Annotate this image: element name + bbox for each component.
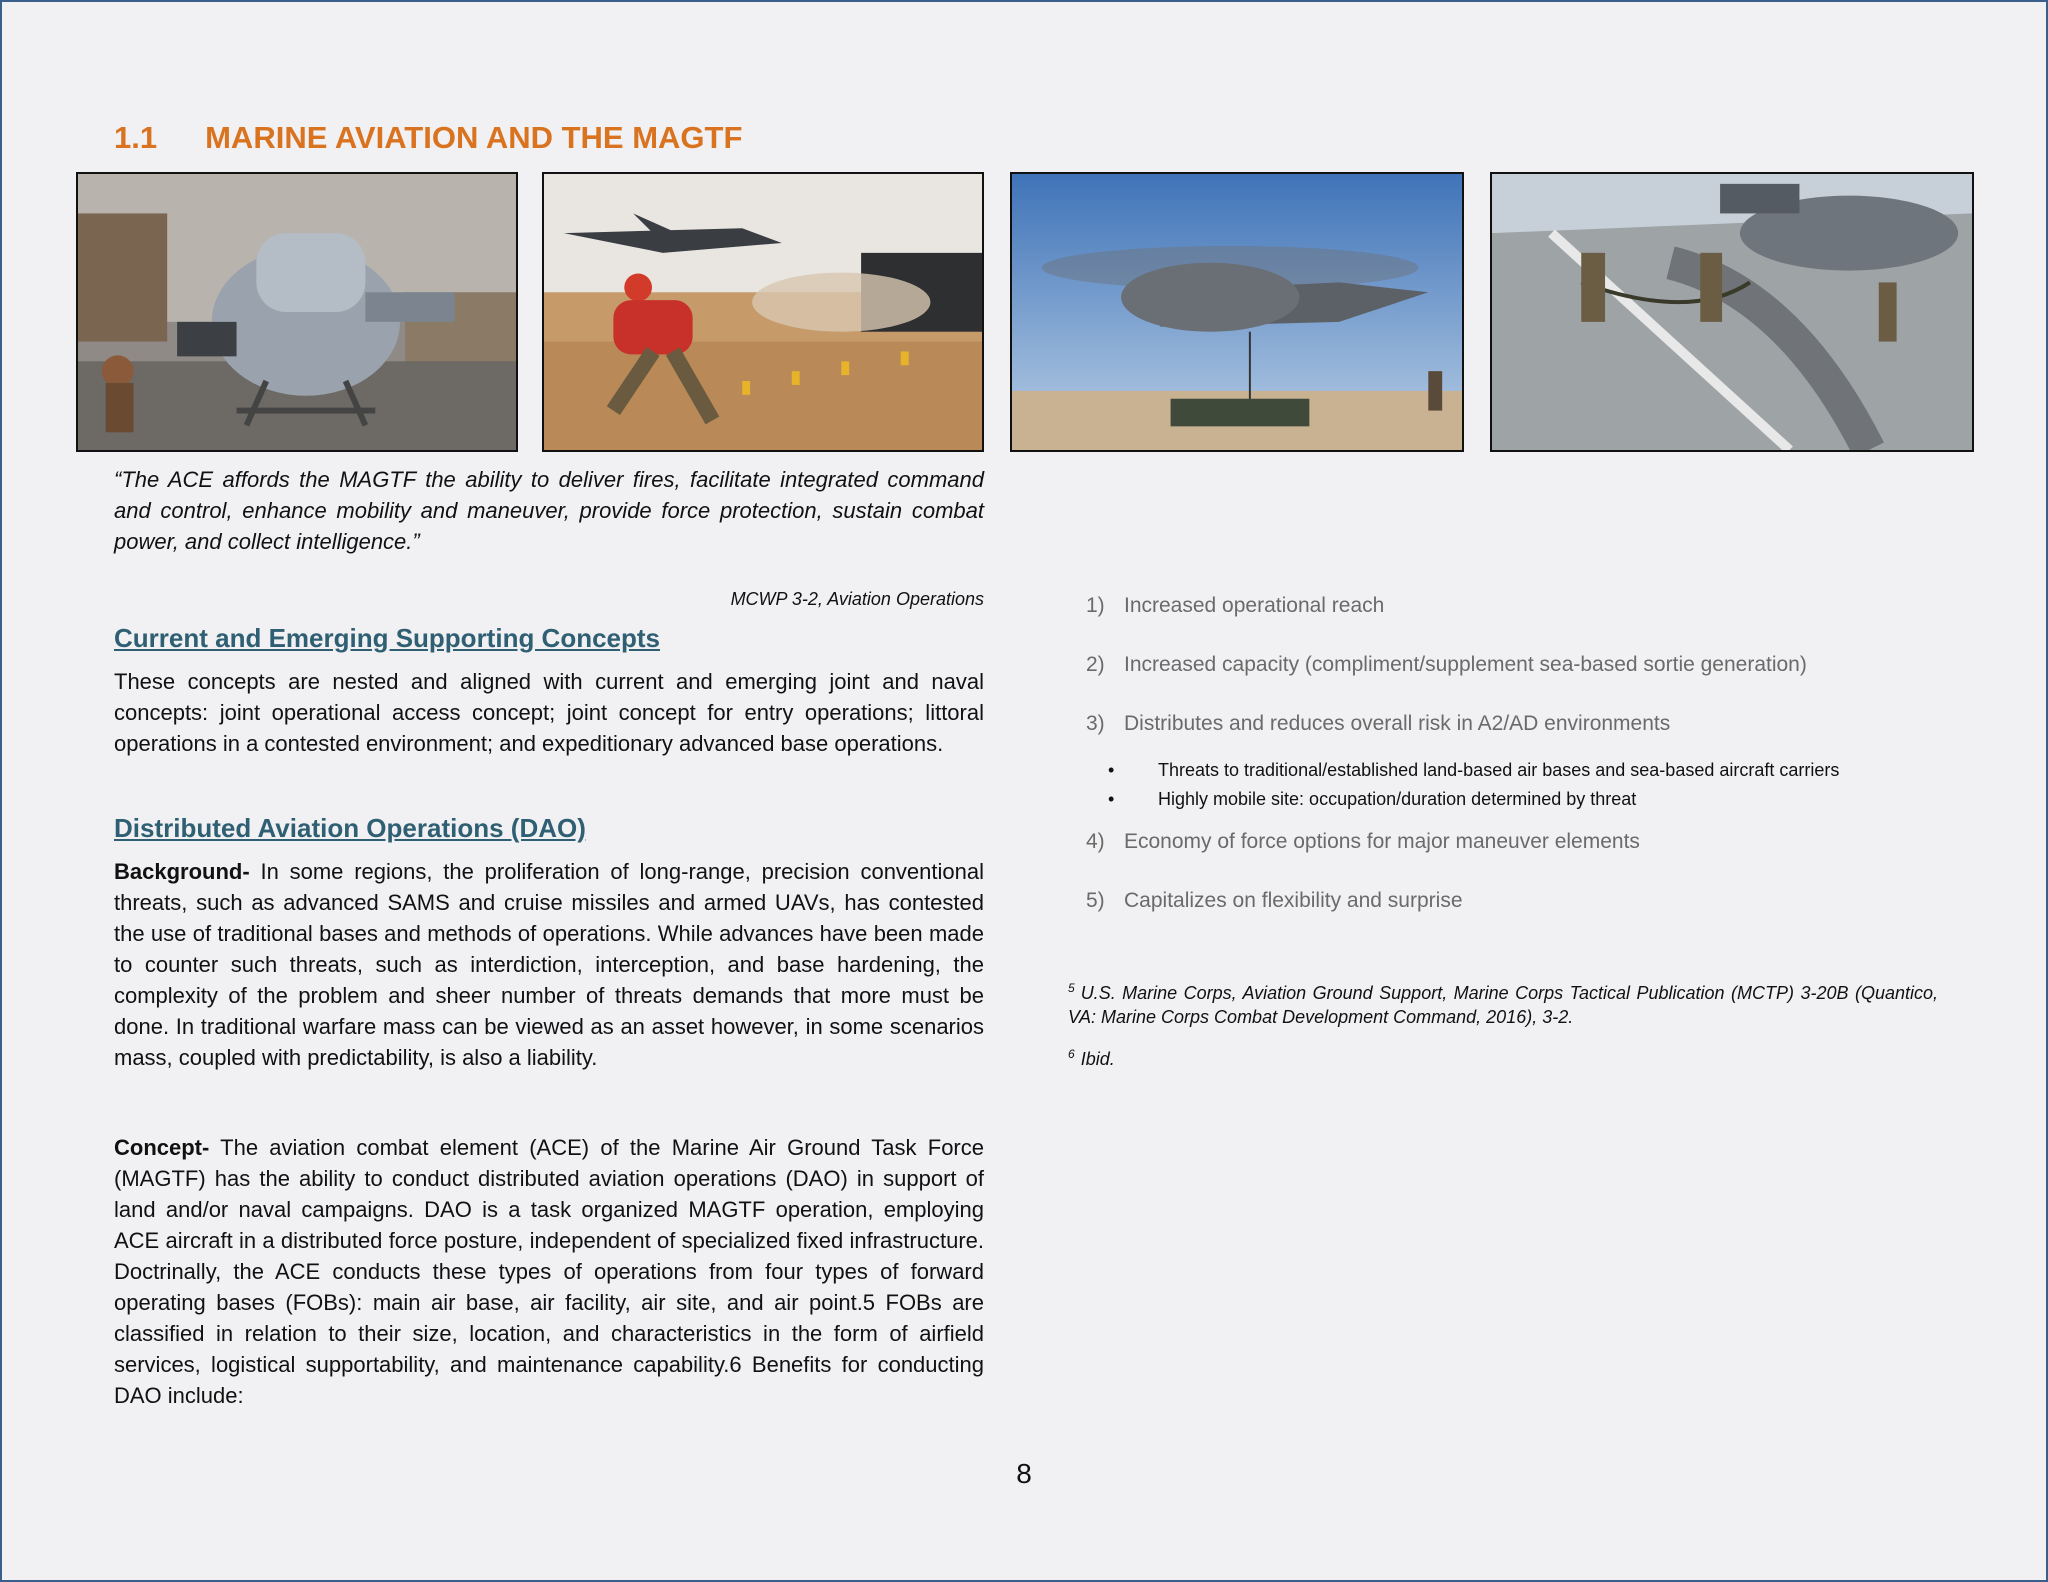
section-number: 1.1 [114,120,158,155]
photo-cobra-helicopter [76,172,518,452]
subheading-supporting-concepts: Current and Emerging Supporting Concepts [114,623,661,653]
sub-bullet: • Threats to traditional/established land-based air bases and sea-based aircraft carriers [1108,760,1840,780]
subheading-dao: Distributed Aviation Operations (DAO) [114,813,586,843]
sub-bullet: • Highly mobile site: occupation/duration determined by threat [1108,789,1637,809]
paragraph-supporting-concepts: These concepts are nested and aligned with current and emerging joint and naval concepts: joint operational access concept; joint concept for entry operations; littoral operations in a contested environment; and expeditionary advanced base operations. [114,669,984,756]
paragraph-concept [114,1132,984,1411]
list-item: 1) Increased operational reach [1086,594,1385,617]
footnote-6: $^6$ Ibid. [1068,1047,1115,1069]
footnote-5: $^5$ U.S. Marine Corps, Aviation Ground Support, Marine Corps Tactical Publication (MCTP) 3-20B (Quantico, VA: Marine Corps Combat Development Command, 2016), 3-2. [1068,981,1938,1027]
photo-osprey-refuel [1490,172,1974,452]
background-text: In some regions, the proliferation of long-range, precision conventional threats, such as advanced SAMS and cruise missiles and armed UAVs, has contested the use of traditional bases and methods of operations. While advances have been made to counter such threats, such as interdiction, interception, and base hardening, the complexity of the problem and sheer number of threats demands that more must be done. In traditional warfare mass can be viewed as an asset however, in some scenarios mass, coupled with predictability, is also a liability. [114,859,984,1070]
page-number: 8 [1016,1458,1032,1489]
concept-label: Concept- [114,1135,210,1160]
section-title: MARINE AVIATION AND THE MAGTF [205,120,743,155]
photo-jet-takeoff [542,172,984,452]
list-item: 4) Economy of force options for major maneuver elements [1086,830,1640,853]
pull-quote: “The ACE affords the MAGTF the ability to deliver fires, facilitate integrated command and control, enhance mobility and maneuver, provide force protection, sustain combat power, and collect intelligence.” [114,467,984,554]
photo-heavy-lift-helicopter [1010,172,1464,452]
paragraph-background [114,856,984,1073]
quote-source: MCWP 3-2, Aviation Operations [730,589,984,609]
list-item: 3) Distributes and reduces overall risk in A2/AD environments [1086,712,1671,735]
concept-text: The aviation combat element (ACE) of the Marine Air Ground Task Force (MAGTF) has the ability to conduct distributed aviation operations (DAO) in support of land and/or naval campaigns. DAO is a task organized MAGTF operation, employing ACE aircraft in a distributed force posture, independent of specialized fixed infrastructure. Doctrinally, the ACE conducts these types of operations from four types of forward operating bases (FOBs): main air base, air facility, air site, and air point.5 FOBs are classified in relation to their size, location, and characteristics in the form of airfield services, logistical supportability, and maintenance capability.6 Benefits for conducting DAO include: [114,1135,984,1408]
background-label: Background- [114,859,250,884]
list-item: 2) Increased capacity (compliment/supplement sea-based sortie generation) [1086,653,1807,676]
section-heading [114,120,742,156]
list-item: 5) Capitalizes on flexibility and surprise [1086,889,1463,912]
